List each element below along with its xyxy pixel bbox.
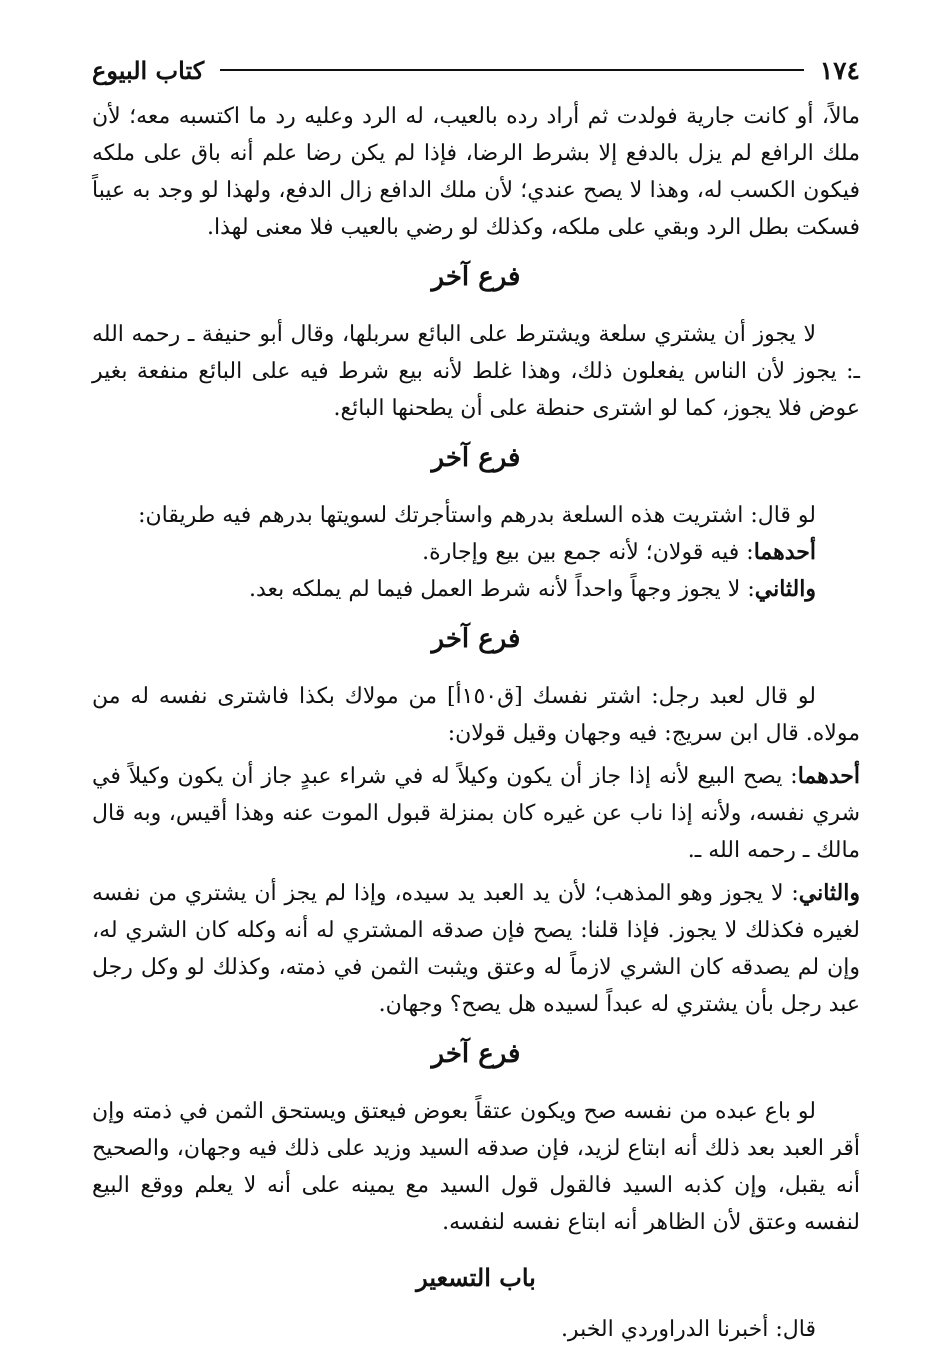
header-rule [220,69,804,71]
paragraph-text: : فيه قولان؛ لأنه جمع بين بيع وإجارة. [422,540,754,565]
page-header [92,48,860,92]
section-title: فرع آخر [431,262,521,292]
paragraph-lead: أحدهما [753,539,816,565]
book-page [92,48,860,1372]
paragraph-lead: والثاني [754,576,816,602]
paragraph: لو قال: اشتريت هذه السلعة بدرهم واستأجرتك لسويتها بدرهم فيه طريقان: [138,503,816,528]
paragraph [92,758,860,869]
paragraph [92,534,860,571]
paragraph-continued: مالاً، أو كانت جارية فولدت ثم أراد رده بالعيب، له الرد وعليه رد ما اكتسبه معه؛ لأن ملك الرافع لم يزل بالدفع إلا بشرط الرضا، فإذا لم يكن رضا علم أنه باق على ملكه فيكون الكسب له، وهذا لا يصح عندي؛ لأن ملك الدافع زال الدفع، ولهذا لو وجد به عيباً فسكت بطل الرد وبقي على ملكه، وكذلك لو رضي بالعيب فلا معنى لهذا. [92,104,860,240]
page-number: ١٧٤ [819,55,860,85]
chapter-title: باب التسعير [416,1263,536,1292]
section-title: فرع آخر [431,443,521,473]
paragraph [92,875,860,1023]
paragraph: لا يجوز أن يشتري سلعة ويشترط على البائع سربلها، وقال أبو حنيفة ـ رحمه الله ـ: يجوز لأن الناس يفعلون ذلك، وهذا غلط لأنه بيع شرط فيه على البائع منفعة بغير عوض فلا يجوز، كما لو اشترى حنطة على أن يطحنها البائع. [92,322,860,421]
paragraph-text: : لا يجوز وجهاً واحداً لأنه شرط العمل فيما لم يملكه بعد. [249,577,755,602]
paragraph: لو قال لعبد رجل: اشتر نفسك [ق١٥٠أ] من مولاك بكذا فاشترى نفسه له من مولاه. قال ابن سريج: فيه وجهان وقيل قولان: [92,684,860,746]
running-title: كتاب البيوع [92,55,205,85]
section-title: فرع آخر [431,624,521,654]
paragraph-lead: والثاني [798,880,860,906]
paragraph-lead: أحدهما [797,763,860,789]
section-title: فرع آخر [431,1039,521,1069]
paragraph [92,571,860,608]
paragraph: قال: أخبرنا الدراوردي الخبر. [560,1317,816,1342]
paragraph: لو باع عبده من نفسه صح ويكون عتقاً بعوض فيعتق ويستحق الثمن في ذمته وإن أقر العبد بعد ذلك أنه ابتاع لزيد، فإن صدقه السيد وزيد على ذلك فيه وجهان، والصحيح أنه يقبل، وإن كذبه السيد فالقول قول السيد مع يمينه على أنه لا يعلم ووقع البيع لنفسه وعتق لأن الظاهر أنه ابتاع نفسه لنفسه. [92,1099,860,1235]
paragraph-text: : يصح البيع لأنه إذا جاز أن يكون وكيلاً له في شراء عبدٍ جاز أن يكون وكيلاً في شري نفسه، ولأنه إذا ناب عن غيره كان بمنزلة قبول الموت عنه وهذا أقيس، وبه قال مالك ـ رحمه الله ـ. [92,764,860,863]
paragraph-text: : لا يجوز وهو المذهب؛ لأن يد العبد يد سيده، وإذا لم يجز أن يشتري من نفسه لغيره فكذلك لا يجوز. فإذا قلنا: يصح فإن صدقه المشتري له أنه وكله كان الشري له، وإن لم يصدقه كان الشري لازماً له وعتق ويثبت الثمن في ذمته، وكذلك لو وكل رجل عبد رجل بأن يشتري له عبداً لسيده هل يصح؟ وجهان. [92,881,860,1017]
